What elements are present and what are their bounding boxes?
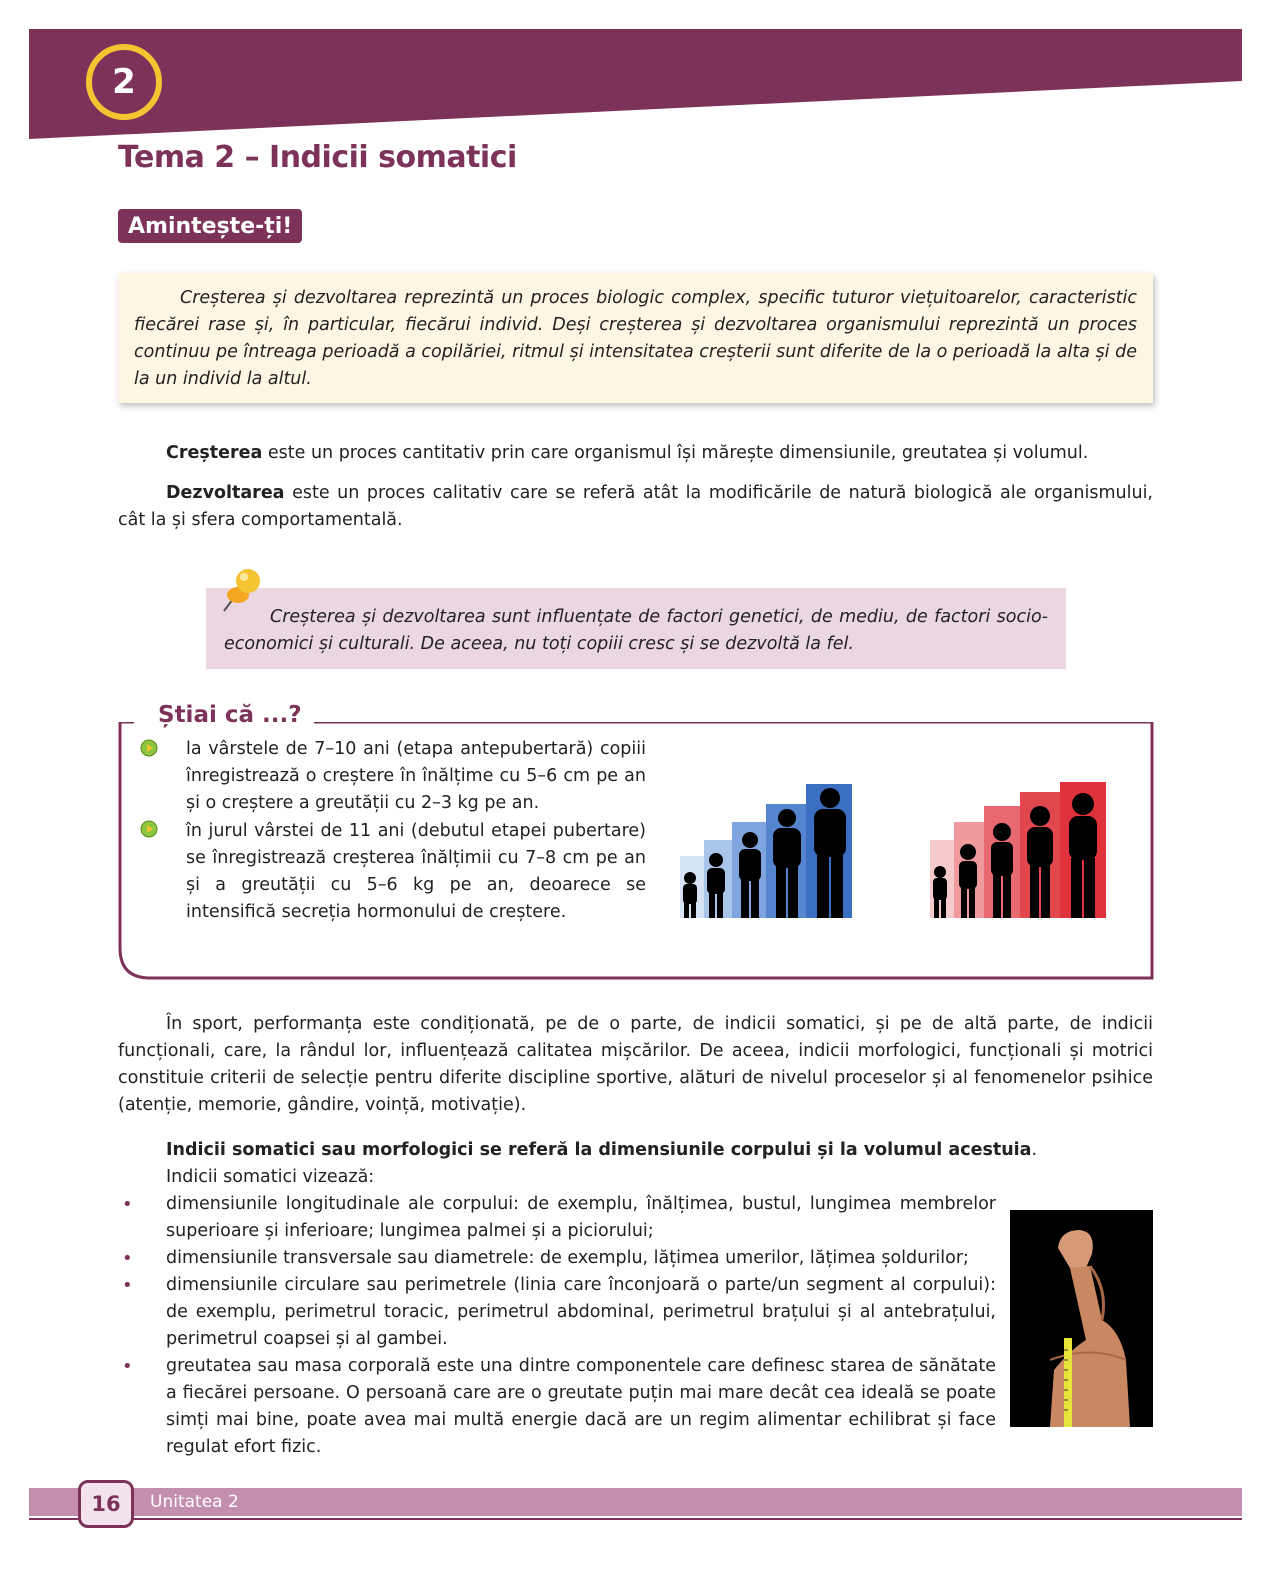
girls-growth-illustration xyxy=(918,770,1123,918)
note-text: Creșterea și dezvoltarea sunt influențate de factori genetici, de mediu, de factori socio-economici și culturali. De aceea, nu toți copiii cresc și se dezvoltă la fel. xyxy=(224,607,1048,654)
footer-unit-label: Unitatea 2 xyxy=(150,1492,239,1512)
somatic-definition-end: . xyxy=(1031,1140,1038,1160)
play-bullet-icon xyxy=(140,820,158,838)
intro-box xyxy=(118,273,1153,403)
page-title: Tema 2 – Indicii somatici xyxy=(118,140,517,175)
sport-paragraph: În sport, performanța este condiționată, pe de o parte, de indicii somatici, și pe de altă parte, de indicii funcționali, care, la rândul lor, influențează calitatea mișcărilor. De aceea, indicii morfologici, funcționali și motrici constituie criterii de selecție pentru diferite discipline sportive, alături de nivelul proceselor și al fenomenelor psihice (atenție, memorie, gândire, voință, motivație). xyxy=(118,1014,1153,1115)
growth-term: Creșterea xyxy=(166,443,263,463)
did-you-know-title: Știai că ...? xyxy=(150,702,310,728)
footer-line xyxy=(29,1518,1242,1520)
somatic-definition xyxy=(166,1137,1156,1164)
page-number: 16 xyxy=(78,1480,134,1528)
pushpin-icon xyxy=(216,567,264,615)
bullet-dot-icon: • xyxy=(122,1194,133,1215)
somatic-item-2: dimensiunile transversale sau diametrele: de exemplu, lățimea umerilor, lățimea șoldurilor; xyxy=(166,1248,969,1268)
bullet-dot-icon: • xyxy=(122,1248,133,1269)
somatic-item-1: dimensiunile longitudinale ale corpului: de exemplu, înălțimea, bustul, lungimea membrelor superioare și inferioare; lungimea palmei și a piciorului; xyxy=(166,1194,996,1241)
somatic-definition-bold: Indicii somatici sau morfologici se referă la dimensiunile corpului și la volumul acestuia xyxy=(166,1140,1032,1160)
play-bullet-icon xyxy=(140,739,158,757)
did-you-know-item-1: la vârstele de 7–10 ani (etapa antepubertară) copiii înregistrează o creștere în înălțime cu 5–6 cm pe an și o creștere a greutății cu 2–3 kg pe an. xyxy=(186,739,646,813)
growth-text: este un proces cantitativ prin care organismul își mărește dimensiunile, greutatea și volumul. xyxy=(262,443,1089,463)
somatic-item-3: dimensiunile circulare sau perimetrele (linia care înconjoară o parte/un segment al corpului): de exemplu, perimetrul toracic, perimetrul abdominal, perimetrul brațului și al antebrațului, perimetrul coapsei și al gambei. xyxy=(166,1275,996,1349)
bullet-dot-icon: • xyxy=(122,1275,133,1296)
development-term: Dezvoltarea xyxy=(166,483,285,503)
remember-label: Amintește-ți! xyxy=(118,209,302,243)
arm-measurement-photo xyxy=(1010,1210,1153,1427)
header-band xyxy=(29,29,1242,139)
bullet-dot-icon: • xyxy=(122,1356,133,1377)
somatic-subtitle: Indicii somatici vizează: xyxy=(166,1167,375,1187)
unit-number-badge: 2 xyxy=(86,44,162,120)
note-box xyxy=(206,588,1066,669)
development-text: este un proces calitativ care se referă atât la modificările de natură biologică ale organismului, cât la și sfera comportamentală. xyxy=(118,483,1153,530)
somatic-item-4: greutatea sau masa corporală este una dintre componentele care definesc starea de sănătate a fiecărei persoane. O persoană care are o greutate puțin mai mare decât cea ideală se poate simți mai bine, poate avea mai multă energie dacă are un regim alimentar echilibrat și face regulat efort fizic. xyxy=(166,1356,996,1457)
development-definition xyxy=(118,480,1153,534)
growth-definition xyxy=(118,440,1153,467)
boys-growth-illustration xyxy=(668,770,873,918)
intro-text: Creșterea și dezvoltarea reprezintă un proces biologic complex, specific tuturor viețuitoarelor, caracteristic fiecărei rase și, în particular, fiecărui individ. Deși creșterea și dezvoltarea organismului reprezintă un proces continuu pe întreaga perioadă a copilăriei, ritmul și intensitatea creșterii sunt diferite de la o perioadă la alta și de la un individ la altul. xyxy=(134,288,1137,389)
did-you-know-item-2: în jurul vârstei de 11 ani (debutul etapei pubertare) se înregistrează creșterea înălțimii cu 7–8 cm pe an și a greutății cu 5–6 kg pe an, deoarece se intensifică secreția hormonului de creștere. xyxy=(186,821,646,922)
